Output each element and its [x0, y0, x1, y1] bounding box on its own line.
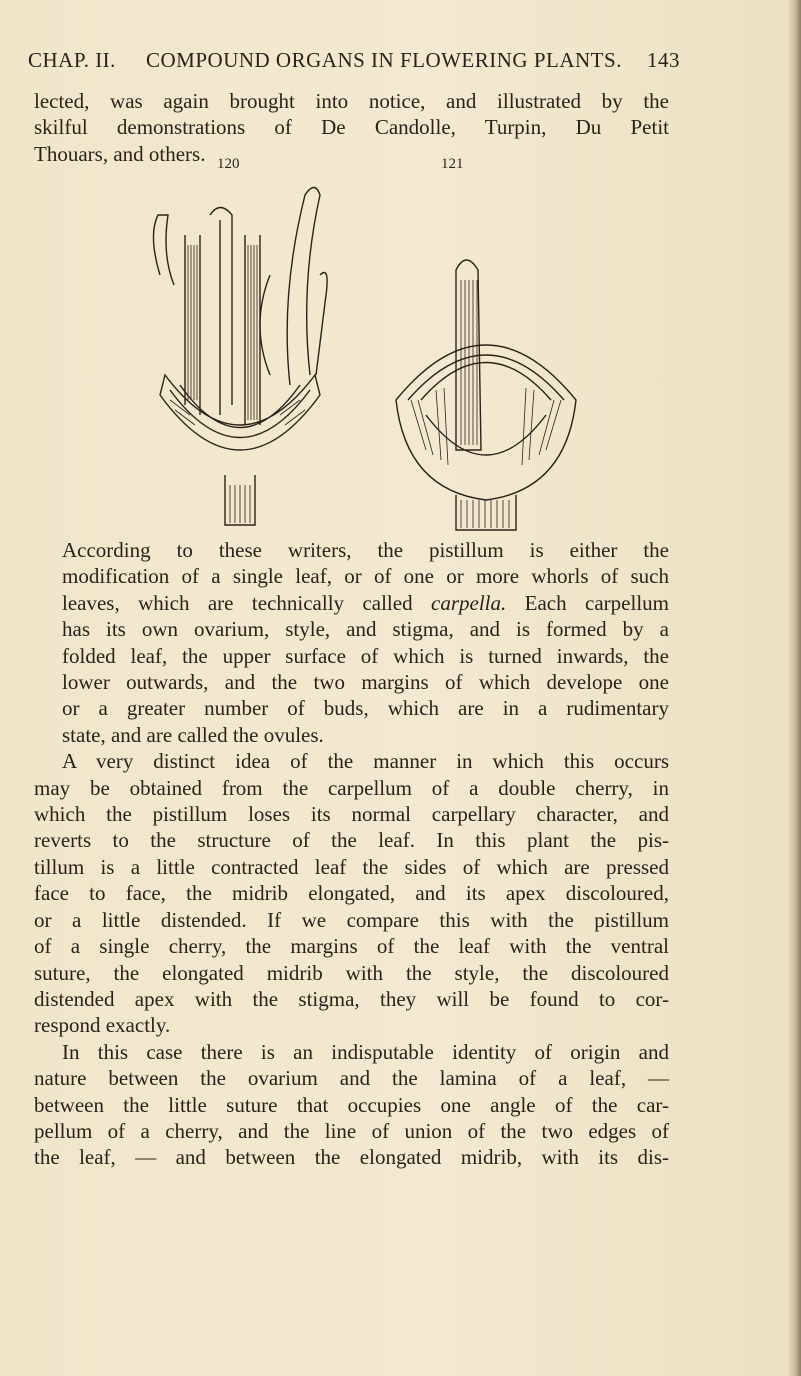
- text-line: In this case there is an indisputable identity of origin and: [62, 1039, 669, 1064]
- text-line: distended apex with the stigma, they will be found to cor-: [34, 986, 669, 1011]
- text-line: state, and are called the ovules.: [62, 722, 324, 747]
- text-line: lower outwards, and the two margins of which develope one: [62, 670, 669, 695]
- text-line: the leaf, — and between the elongated midrib, with its dis-: [34, 1145, 669, 1170]
- text-line: lected, was again brought into notice, and illustrated by the: [34, 89, 669, 113]
- paragraph-3: [34, 1039, 669, 1171]
- figure-label-121: 121: [441, 156, 464, 172]
- text-line: or a greater number of buds, which are in a rudimentary: [62, 696, 669, 721]
- flower-section-figure-121-icon: [386, 250, 586, 533]
- text-line: of a single cherry, the margins of the leaf with the ventral: [34, 934, 669, 959]
- figure-label-120: 120: [217, 156, 240, 172]
- emphasis-carpella: carpella.: [431, 590, 507, 615]
- text-run: leaves, which are technically called: [62, 590, 431, 615]
- intro-paragraph: [34, 88, 669, 167]
- text-line: suture, the elongated midrib with the style, the discoloured: [34, 960, 669, 985]
- text-line: or a little distended. If we compare this with the pistillum: [34, 907, 669, 932]
- text-run: Each carpellum: [506, 590, 669, 615]
- text-line: reverts to the structure of the leaf. In this plant the pis-: [34, 828, 669, 853]
- page-number: 143: [647, 48, 680, 72]
- text-line: which the pistillum loses its normal carpellary character, and: [34, 802, 669, 827]
- paragraph-2: [34, 748, 669, 1038]
- text-line: skilful demonstrations of De Candolle, Turpin, Du Petit: [34, 115, 669, 140]
- text-line: respond exactly.: [34, 1013, 171, 1038]
- text-line: tillum is a little contracted leaf the sides of which are pressed: [34, 854, 669, 879]
- text-line: modification of a single leaf, or of one or more whorls of such: [62, 564, 669, 589]
- body-text: [34, 537, 669, 1171]
- text-line: may be obtained from the carpellum of a double cherry, in: [34, 775, 669, 800]
- text-line: A very distinct idea of the manner in which this occurs: [62, 749, 669, 774]
- text-line: has its own ovarium, style, and stigma, and is formed by a: [62, 617, 669, 642]
- text-line: folded leaf, the upper surface of which is turned inwards, the: [62, 643, 669, 668]
- text-line: pellum of a cherry, and the line of union of the two edges of: [34, 1118, 669, 1143]
- running-head: [28, 48, 680, 78]
- text-line: Thouars, and others.: [34, 141, 206, 166]
- page-edge-shadow: [787, 0, 801, 1376]
- text-line: face to face, the midrib elongated, and its apex discoloured,: [34, 881, 669, 906]
- chapter-label: CHAP. II.: [28, 48, 116, 72]
- running-title: COMPOUND ORGANS IN FLOWERING PLANTS.: [146, 48, 622, 72]
- flower-section-figure-120-icon: [140, 175, 340, 533]
- text-line: between the little suture that occupies one angle of the car-: [34, 1092, 669, 1117]
- text-line: [34, 590, 669, 616]
- text-line: According to these writers, the pistillum is either the: [62, 538, 669, 562]
- text-line: nature between the ovarium and the lamina of a leaf, —: [34, 1066, 669, 1091]
- paragraph-1: [34, 537, 669, 748]
